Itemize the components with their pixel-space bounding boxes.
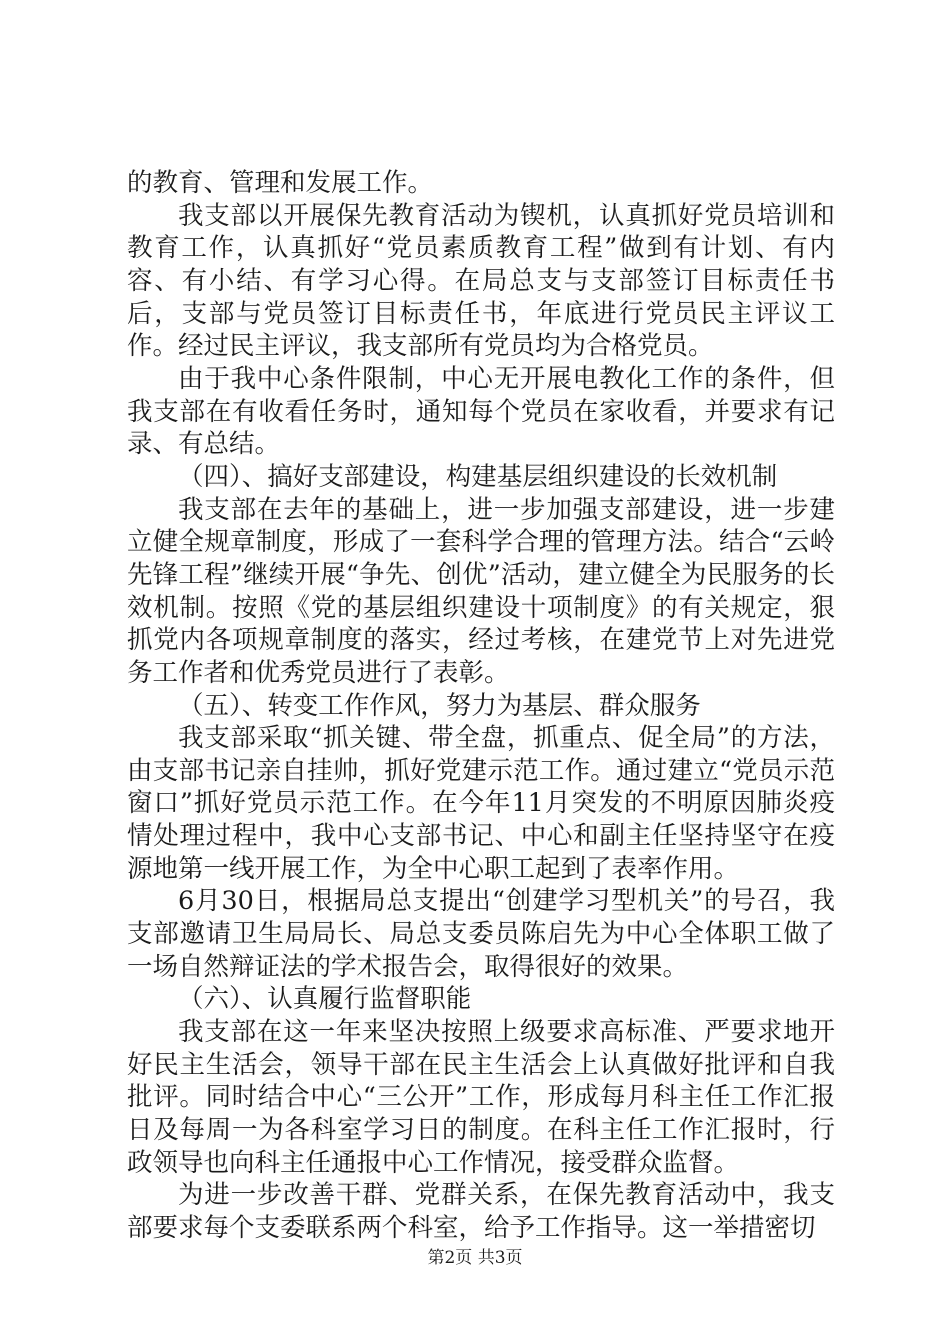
document-body — [127, 167, 835, 1245]
section-heading: （四）、搞好支部建设，构建基层组织建设的长效机制 — [178, 461, 778, 492]
page-footer: 第2页 共3页 — [427, 1248, 523, 1268]
paragraph: 我支部在去年的基础上，进一步加强支部建设，进一步建立健全规章制度，形成了一套科学合理的管理方法。结合“云岭先锋工程”继续开展“争先、创优”活动，建立健全为民服务的长效机制。按照《党的基层组织建设十项制度》的有关规定，狠抓党内各项规章制度的落实，经过考核，在建党节上对先进党务工作者和优秀党员进行了表彰。 — [127, 494, 835, 688]
paragraph: 我支部采取“抓关键、带全盘，抓重点、促全局”的方法，由支部书记亲自挂帅，抓好党建示范工作。通过建立“党员示范窗口”抓好党员示范工作。在今年11月突发的不明原因肺炎疫情处理过程中，我中心支部书记、中心和副主任坚持坚守在疫源地第一线开展工作，为全中心职工起到了表率作用。 — [127, 723, 835, 884]
paragraph: 我支部以开展保先教育活动为锲机，认真抓好党员培训和教育工作，认真抓好“党员素质教育工程”做到有计划、有内容、有小结、有学习心得。在局总支与支部签订目标责任书后，支部与党员签订目标责任书，年底进行党员民主评议工作。经过民主评议，我支部所有党员均为合格党员。 — [127, 200, 835, 362]
paragraph-continuation: 的教育、管理和发展工作。 — [127, 168, 434, 198]
section-heading: （六）、认真履行监督职能 — [178, 984, 472, 1015]
section-heading: （五）、转变工作作风，努力为基层、群众服务 — [178, 690, 701, 721]
paragraph: 由于我中心条件限制，中心无开展电教化工作的条件，但我支部在有收看任务时，通知每个党员在家收看，并要求有记录、有总结。 — [127, 363, 835, 460]
paragraph: 6月30日，根据局总支提出“创建学习型机关”的号召，我支部邀请卫生局局长、局总支委员陈启先为中心全体职工做了一场自然辩证法的学术报告会，取得很好的效果。 — [127, 886, 835, 982]
paragraph: 我支部在这一年来坚决按照上级要求高标准、严要求地开好民主生活会，领导干部在民主生活会上认真做好批评和自我批评。同时结合中心“三公开”工作，形成每月科主任工作汇报日及每周一为各科室学习日的制度。在科主任工作汇报时，行政领导也向科主任通报中心工作情况，接受群众监督。 — [127, 1017, 835, 1178]
paragraph: 为进一步改善干群、党群关系，在保先教育活动中，我支部要求每个支委联系两个科室，给予工作指导。这一举措密切 — [127, 1180, 835, 1243]
